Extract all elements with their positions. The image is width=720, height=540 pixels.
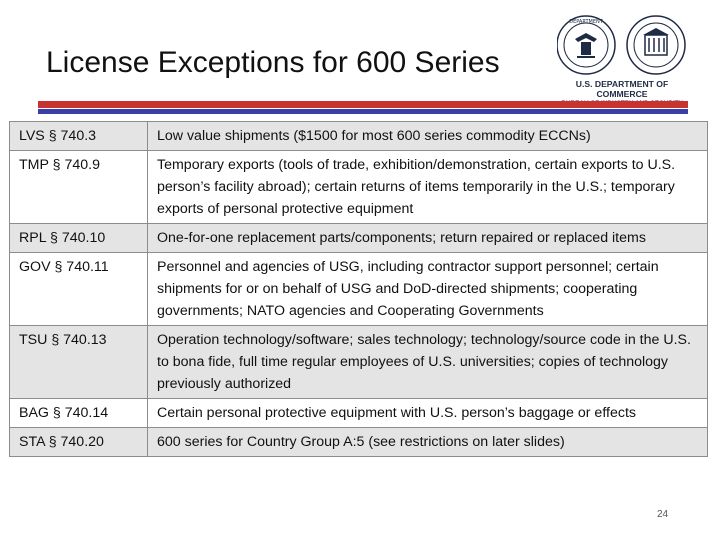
exception-description: Certain personal protective equipment with U.S. person’s baggage or effects [148, 399, 708, 428]
table-row [10, 326, 708, 399]
bis-seal-icon [627, 16, 685, 74]
exception-description: Operation technology/software; sales technology; technology/source code in the U.S. to bona fide, full time regular employees of U.S. universities; copies of technology previously authorized [148, 326, 708, 399]
exception-code: BAG § 740.14 [10, 399, 148, 428]
commerce-seals-logo [557, 14, 687, 76]
exception-code: RPL § 740.10 [10, 224, 148, 253]
exception-description: 600 series for Country Group A:5 (see restrictions on later slides) [148, 428, 708, 457]
table-row [10, 253, 708, 326]
slide-title: License Exceptions for 600 Series [46, 46, 500, 79]
exception-code: TSU § 740.13 [10, 326, 148, 399]
exception-code: LVS § 740.3 [10, 122, 148, 151]
table-row [10, 151, 708, 224]
header-rule-red [38, 101, 688, 108]
table-row [10, 428, 708, 457]
logo-line1: U.S. DEPARTMENT OF COMMERCE [575, 79, 669, 99]
exception-description: Temporary exports (tools of trade, exhibition/demonstration, certain exports to U.S. person’s facility abroad); certain returns of items temporarily in the U.S.; temporary exports of personal protective equipment [148, 151, 708, 224]
header-rule-blue [38, 109, 688, 114]
doc-seal-icon [557, 16, 615, 74]
exception-code: TMP § 740.9 [10, 151, 148, 224]
table-row [10, 224, 708, 253]
table-row [10, 122, 708, 151]
exception-description: Low value shipments ($1500 for most 600 series commodity ECCNs) [148, 122, 708, 151]
exception-code: GOV § 740.11 [10, 253, 148, 326]
table-row [10, 399, 708, 428]
exception-description: One-for-one replacement parts/components; return repaired or replaced items [148, 224, 708, 253]
page-number: 24 [657, 509, 669, 520]
exception-code: STA § 740.20 [10, 428, 148, 457]
license-exceptions-table [9, 121, 708, 457]
svg-text:DEPARTMENT: DEPARTMENT [569, 19, 603, 25]
exception-description: Personnel and agencies of USG, including contractor support personnel; certain shipments for or on behalf of USG and DoD-directed shipments; cooperating governments; NATO agencies and Cooperating Governments [148, 253, 708, 326]
